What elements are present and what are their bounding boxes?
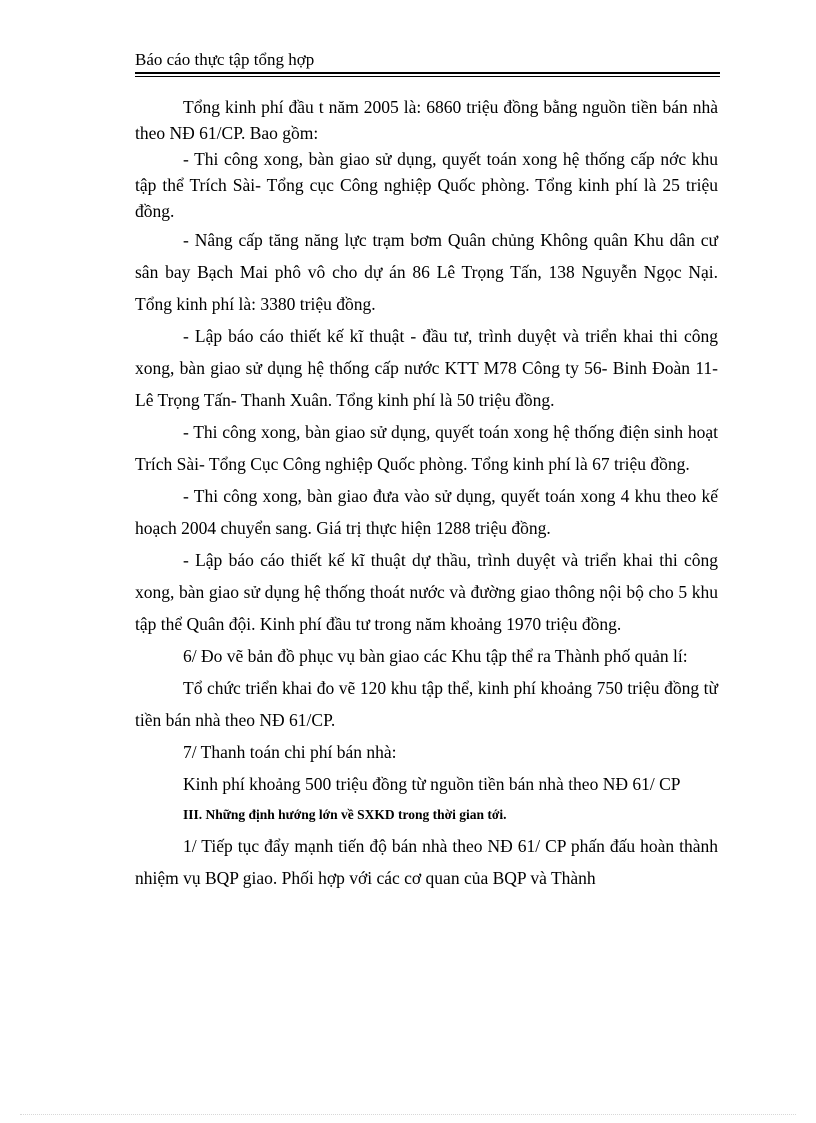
paragraph-payment-heading: 7/ Thanh toán chi phí bán nhà: bbox=[183, 742, 397, 762]
paragraph-payment: Kinh phí khoảng 500 triệu đồng từ nguồn tiền bán nhà theo NĐ 61/ CP bbox=[183, 774, 681, 794]
header-title: Báo cáo thực tập tổng hợp bbox=[135, 50, 315, 69]
section-heading-iii: III. Những định hướng lớn về SXKD trong thời gian tới. bbox=[183, 807, 507, 822]
paragraph-orientation-1: 1/ Tiếp tục đẩy mạnh tiến độ bán nhà theo NĐ 61/ CP phấn đấu hoàn thành nhiệm vụ BQP giao. Phối hợp với các cơ quan của BQP và Thành bbox=[135, 836, 718, 888]
paragraph-funding-total: Tổng kinh phí đầu t năm 2005 là: 6860 triệu đồng bằng nguồn tiền bán nhà theo NĐ 61/CP. Bao gồm: bbox=[135, 97, 718, 143]
paragraph-water-trich-sai: - Thi công xong, bàn giao sử dụng, quyết toán xong hệ thống cấp nớc khu tập thể Trích Sài- Tổng cục Công nghiệp Quốc phòng. Tổng kinh phí là 25 triệu đồng. bbox=[135, 149, 718, 221]
paragraph-water-m78: - Lập báo cáo thiết kế kĩ thuật - đầu tư, trình duyệt và triển khai thi công xong, bàn giao sử dụng hệ thống cấp nước KTT M78 Công ty 56- Binh Đoàn 11- Lê Trọng Tấn- Thanh Xuân. Tổng kinh phí là 50 triệu đồng. bbox=[135, 326, 718, 410]
paragraph-pump-station: - Nâng cấp tăng năng lực trạm bơm Quân chủng Không quân Khu dân cư sân bay Bạch Mai phô vô cho dự án 86 Lê Trọng Tấn, 138 Nguyễn Ngọc Nại. Tổng kinh phí là: 3380 triệu đồng. bbox=[135, 230, 718, 314]
paragraph-electric-trich-sai: - Thi công xong, bàn giao sử dụng, quyết toán xong hệ thống điện sinh hoạt Trích Sài- Tổng Cục Công nghiệp Quốc phòng. Tổng kinh phí là 67 triệu đồng. bbox=[135, 422, 718, 474]
page-header bbox=[135, 50, 720, 77]
paragraph-map-survey: Tổ chức triển khai đo vẽ 120 khu tập thể, kinh phí khoảng 750 triệu đồng từ tiền bán nhà theo NĐ 61/CP. bbox=[135, 678, 718, 730]
paragraph-drainage-roads: - Lập báo cáo thiết kế kĩ thuật dự thầu, trình duyệt và triển khai thi công xong, bàn giao sử dụng hệ thống thoát nước và đường giao thông nội bộ cho 5 khu tập thể Quân đội. Kinh phí đầu tư trong năm khoảng 1970 triệu đồng. bbox=[135, 550, 718, 634]
paragraph-four-zones: - Thi công xong, bàn giao đưa vào sử dụng, quyết toán xong 4 khu theo kế hoạch 2004 chuyển sang. Giá trị thực hiện 1288 triệu đồng. bbox=[135, 486, 718, 538]
page-bottom-border bbox=[20, 1114, 796, 1115]
document-body bbox=[135, 94, 718, 894]
paragraph-map-survey-heading: 6/ Đo vẽ bản đồ phục vụ bàn giao các Khu tập thể ra Thành phố quản lí: bbox=[183, 646, 688, 666]
header-divider bbox=[135, 72, 720, 77]
